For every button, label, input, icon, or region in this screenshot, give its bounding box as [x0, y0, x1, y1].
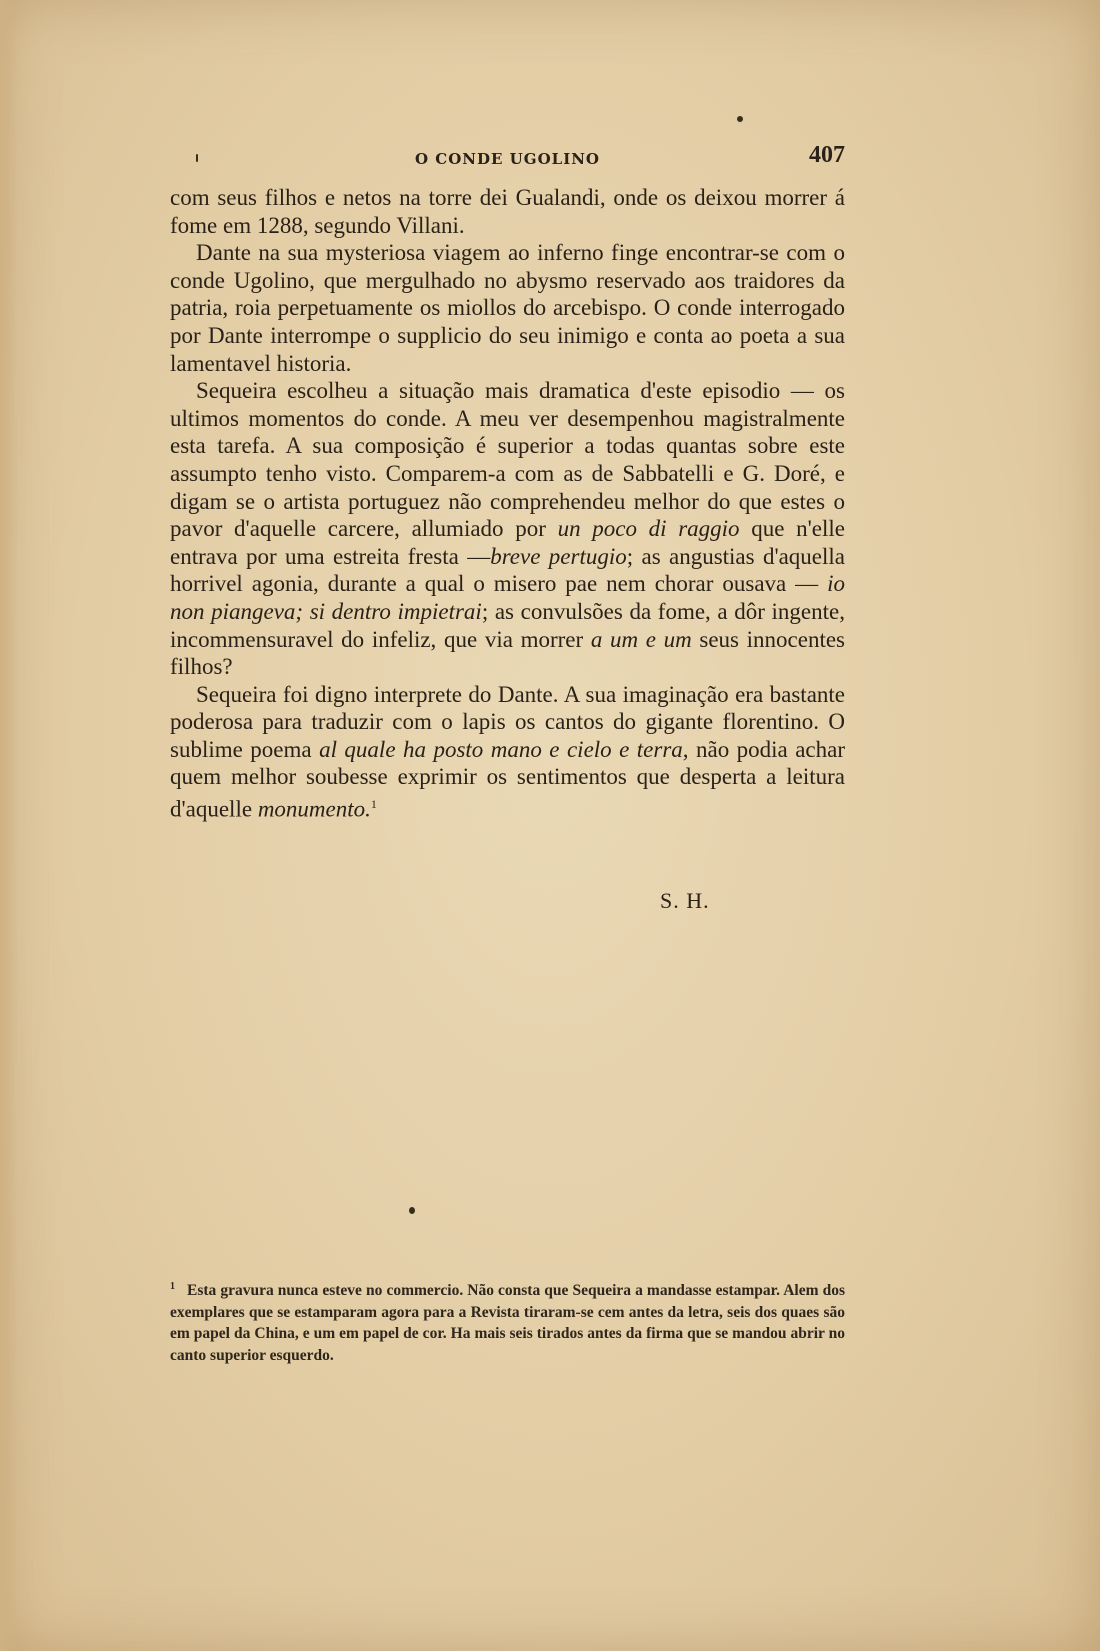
author-signature: S. H.	[660, 888, 710, 913]
page-header	[170, 142, 845, 176]
p3-italic-quote-2: breve pertugio	[490, 543, 627, 569]
p3-italic-quote-4: a um e um	[590, 626, 692, 652]
ink-speck	[196, 154, 198, 162]
p4-text-2: , não podia achar quem melhor soubesse exprimir os sentimentos que desperta a leitura d'aquelle	[170, 736, 846, 822]
p3-text-5: seus innocentes filhos?	[170, 626, 846, 680]
body-text	[170, 184, 845, 823]
paragraph-3	[170, 377, 845, 681]
paragraph-4	[170, 681, 845, 824]
ink-speck	[737, 116, 743, 122]
paragraph-1: com seus filhos e netos na torre dei Gualandi, onde os deixou morrer á fome em 1288, segundo Villani.	[170, 185, 845, 238]
p3-italic-quote-3: io non piangeva; si dentro impietrai	[170, 571, 845, 624]
running-title: O CONDE UGOLINO	[415, 150, 600, 168]
p3-text-1: Sequeira escolheu a situação mais dramatica d'este episodio — os ultimos momentos do conde. A meu ver desempenhou magistralmente esta tarefa. A sua composição é superior a todas quantas sobre este assumpto tenho visto. Comparem-a com as de Sabbatelli e G. Doré, e digam se o artista portuguez não comprehendeu melhor do que estes o pavor d'aquelle carcere, allumiado por	[170, 378, 845, 542]
ink-speck	[409, 1207, 415, 1214]
p4-text-1: Sequeira foi digno interprete do Dante. A sua imaginação era bastante poderosa para traduzir com o lapis os cantos do gigante florentino. O sublime poema	[170, 681, 845, 762]
paragraph-2: Dante na sua mysteriosa viagem ao inferno finge encontrar-se com o conde Ugolino, que mergulhado no abysmo reservado aos traidores da patria, roia perpetuamente os miollos do arcebispo. O conde interrogado por Dante interrompe o supplicio do seu inimigo e conta ao poeta a sua lamentavel historia.	[170, 240, 845, 376]
footnote-mark: 1	[170, 1281, 175, 1292]
page-number: 407	[809, 142, 845, 168]
page-edge-shadow	[0, 0, 18, 1651]
p3-text-4: ; as convulsões da fome, a dôr ingente, incommensuravel do infeliz, que via morrer	[170, 598, 845, 652]
p3-italic-quote-1: un poco di raggio	[557, 516, 740, 542]
footnote	[170, 1276, 845, 1366]
footnote-reference: 1	[370, 797, 377, 812]
p4-italic-quote-2: monumento.	[257, 796, 371, 822]
footnote-text: Esta gravura nunca esteve no commercio. Não consta que Sequeira a mandasse estampar. Alem dos exemplares que se estamparam agora para a Revista tiraram-se cem antes da letra, seis dos quaes são em papel da China, e um em papel de cor. Ha mais seis tirados antes da firma que se mandou abrir no canto superior esquerdo.	[170, 1282, 845, 1364]
p3-text-2: que n'elle entrava por uma estreita fresta —	[170, 516, 845, 569]
p4-italic-quote-1: al quale ha posto mano e cielo e terra	[319, 736, 683, 762]
p3-text-3: ; as angustias d'aquella horrivel agonia, durante a qual o misero pae nem chorar ousava —	[170, 543, 845, 597]
